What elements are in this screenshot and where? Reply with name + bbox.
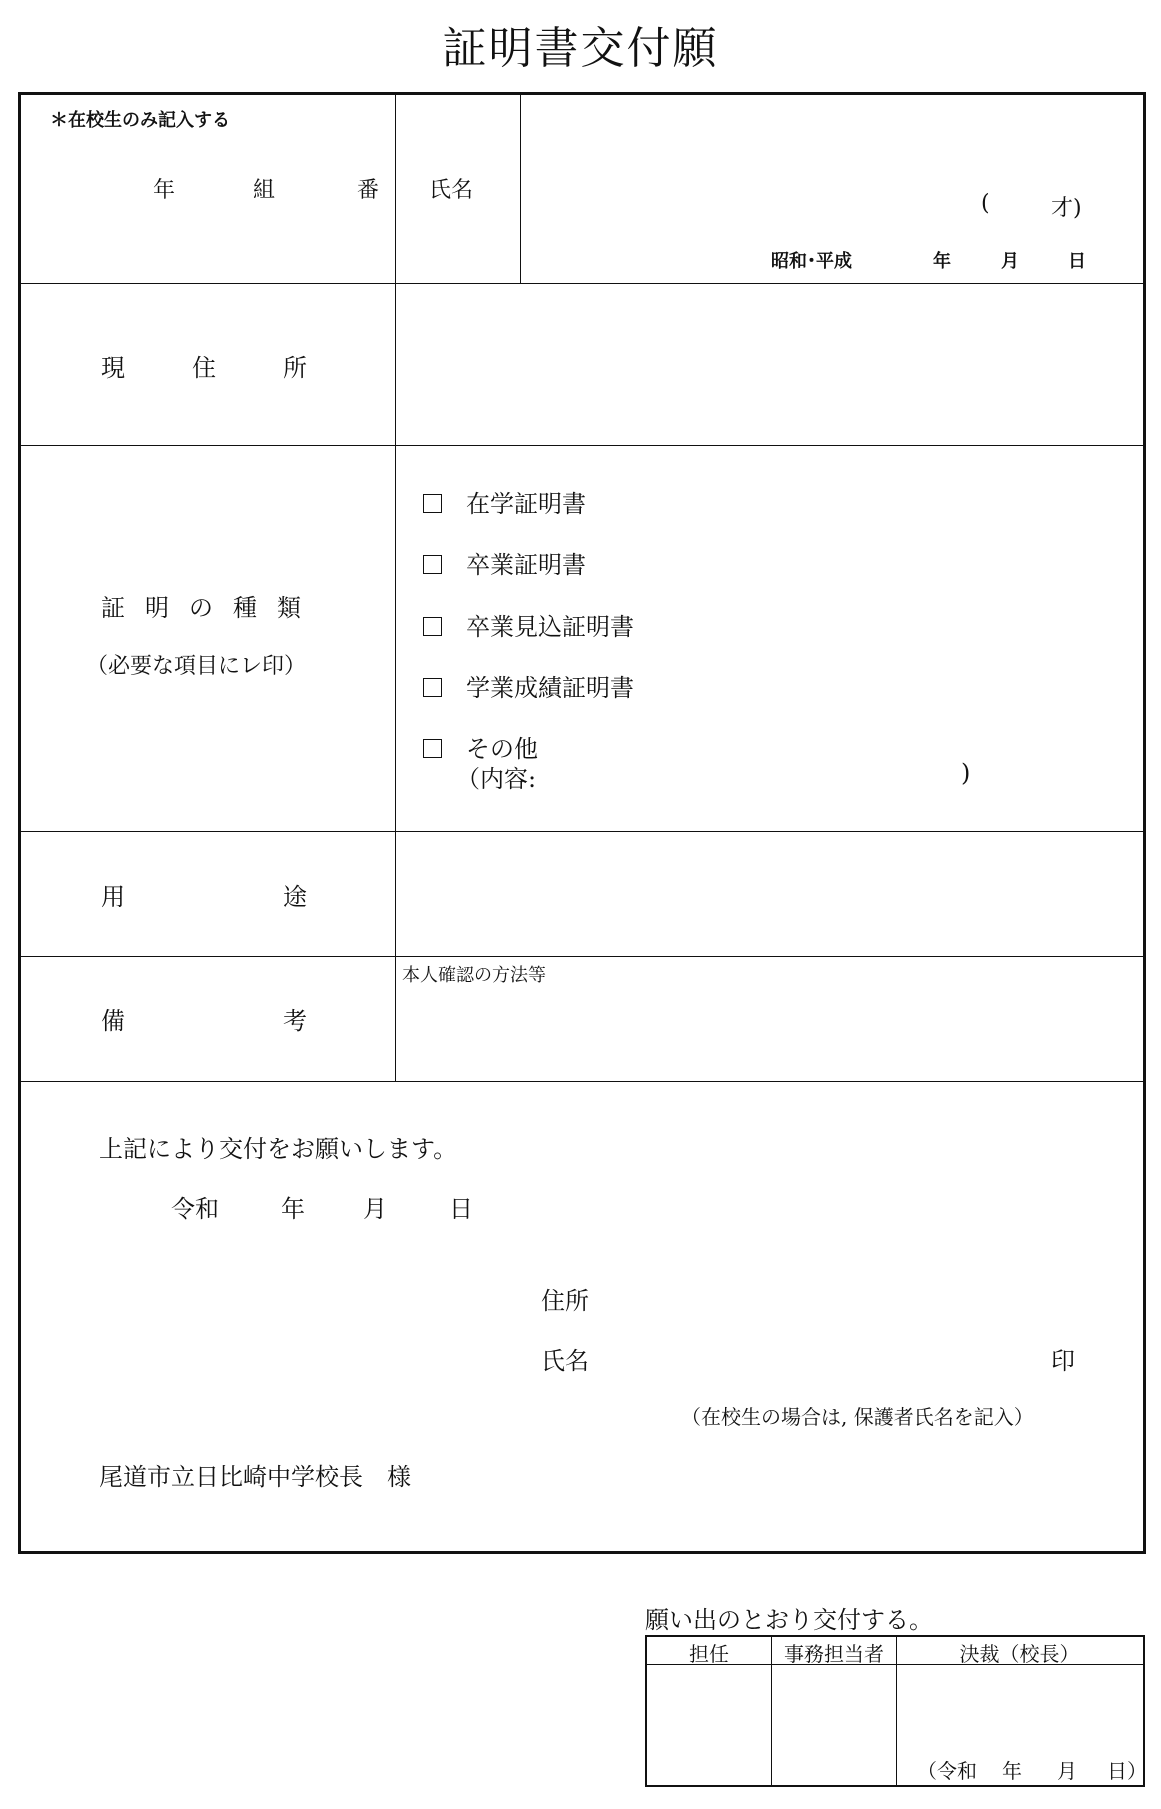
row-divider — [21, 283, 1143, 284]
certificate-option-expected-graduation[interactable] — [423, 607, 634, 642]
application-form — [18, 92, 1146, 1554]
row-divider — [21, 956, 1143, 957]
certificate-label-4: 種 — [233, 594, 257, 622]
column-divider — [520, 95, 521, 283]
request-statement: 上記により交付をお願いします。 — [99, 1135, 458, 1163]
certificate-sublabel: （必要な項目にレ印） — [86, 654, 307, 679]
request-date-day: 日 — [449, 1195, 473, 1223]
remarks-field[interactable] — [401, 987, 1136, 1075]
guardian-note: （在校生の場合は, 保護者氏名を記入） — [681, 1405, 1034, 1429]
certificate-option-graduation[interactable] — [423, 545, 586, 580]
purpose-label-2: 途 — [283, 883, 307, 911]
requester-address-field[interactable] — [611, 1275, 1111, 1311]
requester-address-label: 住所 — [541, 1287, 589, 1315]
approval-col-homeroom: 担任 — [689, 1642, 729, 1666]
approval-date-year: 年 — [1002, 1759, 1022, 1783]
column-divider — [395, 95, 396, 1081]
remarks-label-1: 備 — [101, 1007, 125, 1035]
approval-caption: 願い出のとおり交付する。 — [645, 1606, 933, 1634]
address-label-2: 住 — [192, 354, 216, 382]
request-date-month: 月 — [363, 1195, 387, 1223]
checkbox[interactable] — [423, 617, 442, 636]
grade-label: 年 — [153, 178, 176, 203]
checkbox[interactable] — [423, 678, 442, 697]
student-name-field[interactable] — [551, 167, 1131, 227]
checkbox[interactable] — [423, 494, 442, 513]
row-divider — [21, 1081, 1143, 1082]
student-name-label: 氏名 — [429, 178, 474, 203]
checkbox[interactable] — [423, 739, 442, 758]
option-label: 在学証明書 — [466, 490, 586, 518]
approval-col-principal: 決裁（校長） — [959, 1642, 1080, 1666]
birth-era: 昭和･平成 — [771, 251, 852, 272]
birth-year-label: 年 — [933, 251, 951, 272]
address-label-3: 所 — [283, 354, 307, 382]
current-address-field[interactable] — [401, 290, 1136, 440]
class-label: 組 — [253, 178, 276, 203]
option-label: その他 — [466, 735, 538, 763]
checkbox[interactable] — [423, 555, 442, 574]
student-only-note: ＊在校生のみ記入する — [50, 110, 230, 131]
approval-date-era: （令和 — [917, 1759, 977, 1783]
birth-month-label: 月 — [1001, 251, 1019, 272]
requester-name-label: 氏名 — [541, 1347, 589, 1375]
purpose-field[interactable] — [401, 837, 1136, 950]
certificate-option-enrollment[interactable] — [423, 484, 586, 519]
age-close: 才) — [1051, 196, 1082, 221]
remarks-hint: 本人確認の方法等 — [402, 965, 546, 986]
approval-date-day: 日） — [1107, 1759, 1147, 1783]
page-title: 証明書交付願 — [442, 23, 719, 74]
age-open: ( — [981, 191, 990, 216]
option-label: 学業成績証明書 — [466, 674, 634, 702]
address-label-1: 現 — [101, 354, 125, 382]
other-detail-field[interactable] — [561, 759, 951, 791]
approval-date-month: 月 — [1057, 1759, 1077, 1783]
requester-name-field[interactable] — [611, 1335, 1031, 1371]
request-date-era: 令和 — [171, 1195, 219, 1223]
certificate-option-academic-record[interactable] — [423, 668, 634, 703]
addressee: 尾道市立日比崎中学校長 様 — [99, 1463, 411, 1491]
option-label: 卒業証明書 — [466, 551, 586, 579]
certificate-label-1: 証 — [101, 594, 125, 622]
row-divider — [21, 445, 1143, 446]
birth-day-label: 日 — [1068, 251, 1086, 272]
certificate-label-2: 明 — [145, 594, 169, 622]
request-date-year: 年 — [281, 1195, 305, 1223]
number-label: 番 — [357, 178, 380, 203]
approval-table — [645, 1635, 1145, 1787]
certificate-label-5: 類 — [277, 594, 301, 622]
remarks-label-2: 考 — [283, 1007, 307, 1035]
row-divider — [21, 831, 1143, 832]
other-detail-close: ) — [961, 759, 971, 787]
certificate-label-3: の — [189, 594, 213, 622]
option-label: 卒業見込証明書 — [466, 613, 634, 641]
seal-mark: 印 — [1051, 1347, 1075, 1375]
other-detail-open: （内容: — [456, 765, 537, 793]
approval-col-clerk: 事務担当者 — [784, 1642, 884, 1666]
purpose-label-1: 用 — [101, 883, 125, 911]
